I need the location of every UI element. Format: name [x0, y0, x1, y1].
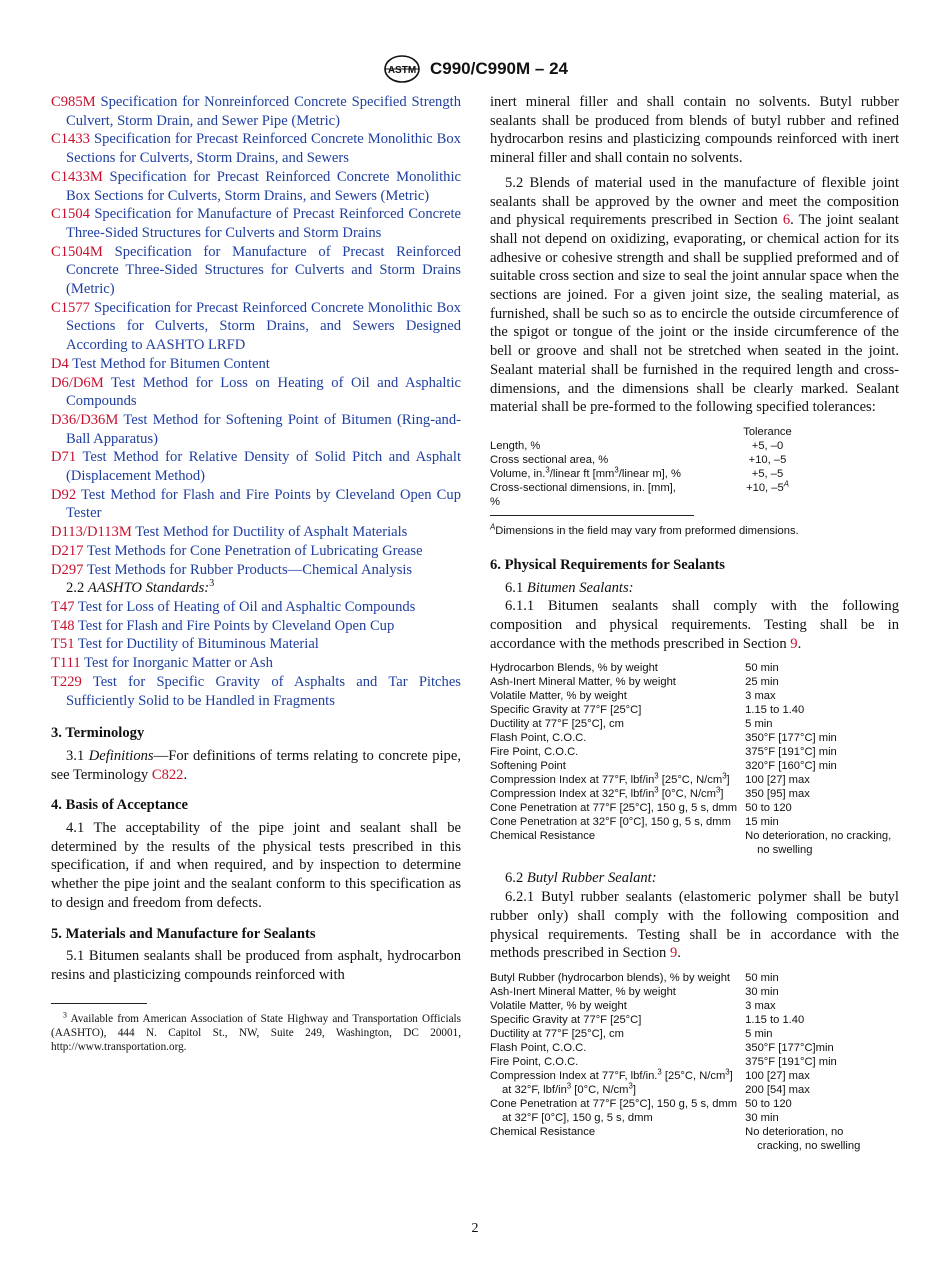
reference-title: Test for Flash and Fire Points by Cleveland Open Cup — [77, 617, 395, 634]
table-row: Cross sectional area, % +10, –5 — [490, 453, 787, 466]
reference-title: Specification for Manufacture of Precast Reinforced Concrete Three-Sided Structures for Culverts and Storm Drains — [66, 206, 461, 241]
reference-title: Test Method for Bitumen Content — [72, 355, 270, 372]
reference-code-link[interactable]: C985M — [51, 94, 96, 110]
reference-title: Test for Loss of Heating of Oil and Asphaltic Compounds — [77, 598, 416, 615]
section-3-1: 3.1 Definitions—For definitions of terms relating to concrete pipe, see Terminology C822. — [51, 747, 461, 783]
table-row: Fire Point, C.O.C. 375°F [191°C] min — [490, 1055, 837, 1068]
table-row: Cone Penetration at 32°F [0°C], 150 g, 5 s, dmm 15 min — [490, 816, 779, 829]
table-row: Specific Gravity at 77°F [25°C] 1.15 to 1.40 — [490, 1013, 805, 1026]
table-row: Ductility at 77°F [25°C], cm 5 min — [490, 1027, 773, 1040]
reference-item — [51, 205, 461, 242]
reference-code-link[interactable]: T229 — [51, 673, 82, 690]
table-row — [490, 425, 830, 439]
section-5-1-continued: inert mineral filler and shall contain no solvents. Butyl rubber sealants shall be produced from blends of butyl rubber and refined hydrocarbon resins and plasticizing compounds reinforced with inert mineral filler and shall contain no solvents. — [490, 94, 899, 167]
reference-code-link[interactable]: D71 — [51, 449, 77, 466]
table-row: Fire Point, C.O.C. 375°F [191°C] min — [490, 746, 837, 759]
reference-title: Specification for Precast Reinforced Concrete Monolithic Box Sections for Culverts, Storm Drains, and Sewers — [66, 131, 461, 167]
table-row: Volatile Matter, % by weight 3 max — [490, 999, 776, 1012]
table-row: % — [490, 495, 500, 508]
reference-item — [51, 243, 461, 299]
reference-code-link[interactable]: C1504M — [51, 243, 103, 260]
link-section-9[interactable]: 9 — [790, 635, 798, 652]
reference-title: Specification for Precast Reinforced Concrete Monolithic Box Sections for Culverts, Storm Drains, and Sewers (Metric) — [66, 168, 461, 204]
table-row: Flash Point, C.O.C. 350°F [177°C]min — [490, 1041, 834, 1054]
page-number: 2 — [471, 1221, 479, 1236]
section-4-heading: 4. Basis of Acceptance — [51, 797, 189, 814]
link-c822[interactable]: C822 — [151, 766, 184, 783]
reference-item — [51, 374, 461, 411]
reference-title: Test Methods for Rubber Products—Chemical Analysis — [86, 561, 413, 578]
reference-item — [51, 168, 461, 205]
table-row: Ductility at 77°F [25°C], cm 5 min — [490, 718, 773, 731]
footnote-divider — [51, 1003, 147, 1004]
table-row: Ash-Inert Mineral Matter, % by weight 25 min — [490, 676, 779, 689]
section-6-2-heading: 6.2 Butyl Rubber Sealant: — [505, 870, 657, 887]
tolerance-table — [490, 425, 830, 509]
section-5-2: 5.2 Blends of material used in the manufacture of flexible joint sealants shall be approved by the owner and meet the composition and physical requirements prescribed in Section 6. The joint sealant shall not depend on oxidizing, evaporating, or chemical action for its adhesive or cohesive strength and shall be supplied preformed and of suitable cross section and size to seal the joint annular space when the sections are joined. For a given joint size, the sealing material, as furnished, shall be such so as to encircle the outside circumference of the spigot or tongue of the joint or the inside circumference of the bell or groove and shall not be stretched when seated in the joint. Sealant material shall be furnished in the required length and cross-dimensions, and the dimensions shall be clearly marked. Sealant material shall be pre-formed to the following specified tolerances: — [490, 174, 899, 416]
section-3-heading: 3. Terminology — [51, 725, 145, 742]
reference-item — [51, 635, 461, 654]
astm-logo-icon — [382, 54, 422, 84]
bitumen-requirements-table — [490, 661, 895, 857]
reference-title: Specification for Precast Reinforced Concrete Monolithic Box Sections for Culverts, Storm Drains, and Sewers Designed According to AASHTO LRFD — [66, 299, 461, 354]
reference-item — [51, 93, 461, 130]
reference-title: Specification for Nonreinforced Concrete Specified Strength Culvert, Storm Drain, and Sewer Pipe (Metric) — [66, 94, 461, 129]
reference-title: Test Method for Relative Density of Solid Pitch and Asphalt (Displacement Method) — [66, 449, 462, 485]
reference-code-link[interactable]: C1433M — [51, 168, 103, 185]
table-row: at 32°F, lbf/$in^3$ [0°C, $N/cm^3$] 200 [54] max — [502, 1081, 810, 1096]
table-row: Chemical Resistance No deterioration, no cracking, no swelling — [490, 830, 892, 857]
document-id: C990/C990M – 24 — [430, 59, 568, 78]
reference-title: Test for Ductility of Bituminous Material — [77, 636, 319, 653]
link-section-9[interactable]: 9 — [669, 945, 678, 962]
table-row: Ash-Inert Mineral Matter, % by weight 30 min — [490, 985, 779, 998]
left-column — [51, 93, 461, 1054]
reference-code-link[interactable]: C1577 — [51, 299, 90, 316]
tolerance-header: Tolerance — [743, 425, 792, 438]
reference-code-link[interactable]: C1433 — [51, 131, 90, 148]
reference-item — [51, 523, 461, 542]
section-6-1-heading: 6.1 Bitumen Sealants: — [505, 579, 634, 596]
reference-item — [51, 486, 461, 523]
table-row: Volatile Matter, % by weight 3 max — [490, 690, 776, 703]
tolerance-table-note: $^A$Dimensions in the field may vary from preformed dimensions. — [490, 522, 799, 537]
referenced-documents-list — [51, 93, 461, 579]
reference-title: Test Method for Loss on Heating of Oil and Asphaltic Compounds — [66, 374, 461, 410]
section-6-1-1: 6.1.1 Bitumen sealants shall comply with the following composition and physical requirements. Testing shall be in accordance with the methods prescribed in Section 9. — [490, 598, 899, 652]
reference-item — [51, 598, 461, 617]
table-row: Softening Point 320°F [160°C] min — [490, 760, 837, 773]
table-row: Hydrocarbon Blends, % by weight 50 min — [490, 662, 779, 675]
reference-item — [51, 130, 461, 167]
reference-title: Test Method for Softening Point of Bitumen (Ring-and-Ball Apparatus) — [66, 411, 461, 447]
aashto-heading: 2.2 AASHTO Standards:$^3$ — [66, 578, 215, 597]
butyl-requirements-table — [490, 971, 895, 1153]
reference-title: Test Method for Ductility of Asphalt Materials — [135, 524, 408, 541]
reference-item — [51, 299, 461, 355]
section-5-heading: 5. Materials and Manufacture for Sealants — [51, 925, 316, 942]
page-header — [0, 54, 950, 84]
section-5-1-start: 5.1 Bitumen sealants shall be produced from asphalt, hydrocarbon resins and plasticizing compounds reinforced with — [51, 948, 461, 983]
svg-text:ASTM: ASTM — [387, 65, 417, 76]
reference-item — [51, 673, 461, 710]
table-footnote-divider — [490, 515, 694, 516]
table-row: Cross-sectional dimensions, in. [mm], +10, $-5^A$ — [490, 479, 789, 494]
reference-code-link[interactable]: D92 — [51, 486, 77, 503]
section-6-heading: 6. Physical Requirements for Sealants — [490, 556, 725, 573]
table-row: at 32°F [0°C], 150 g, 5 s, dmm 30 min — [502, 1111, 779, 1124]
reference-title: Test for Inorganic Matter or Ash — [84, 655, 273, 672]
reference-title: Specification for Manufacture of Precast Reinforced Concrete Three-Sided Structures for Culverts and Storm Drains (Metric) — [66, 243, 461, 298]
reference-code-link[interactable]: D113/D113M — [51, 524, 132, 541]
reference-code-link[interactable]: D217 — [51, 542, 84, 559]
reference-code-link[interactable]: D36/D36M — [51, 411, 119, 428]
table-row: Compression Index at 77°F, lbf/$in^3$ [25°C, $N/cm^3$] 100 [27] max — [490, 771, 810, 787]
reference-item — [51, 355, 461, 374]
reference-code-link[interactable]: T48 — [51, 617, 75, 634]
table-row: Compression Index at 77°F, lbf/in.$^3$ [25°C, $N/cm^3$] 100 [27] max — [490, 1067, 810, 1082]
reference-item — [51, 448, 461, 485]
footnote-3: $^3$ Available from American Association of State Highway and Transportation Officials (AASHTO), 444 N. Capitol St., NW, Suite 249, Washington, DC 20001, http://www.transportation.org. — [51, 1009, 461, 1053]
reference-code-link[interactable]: T51 — [51, 636, 75, 653]
table-row: Specific Gravity at 77°F [25°C] 1.15 to 1.40 — [490, 704, 805, 717]
reference-item — [51, 654, 461, 673]
reference-code-link[interactable]: T47 — [51, 598, 75, 615]
reference-code-link[interactable]: D297 — [51, 561, 84, 578]
reference-code-link[interactable]: D6/D6M — [51, 374, 104, 391]
right-column — [490, 93, 899, 1153]
table-row: Flash Point, C.O.C. 350°F [177°C] min — [490, 732, 837, 745]
reference-code-link[interactable]: T111 — [51, 655, 81, 672]
table-row: Chemical Resistance No deterioration, no cracking, no swelling — [490, 1125, 861, 1152]
reference-code-link[interactable]: C1504 — [51, 206, 90, 223]
reference-item — [51, 411, 461, 448]
reference-title: Test Methods for Cone Penetration of Lubricating Grease — [86, 542, 423, 559]
aashto-standards-list — [51, 598, 461, 710]
link-section-6[interactable]: 6 — [782, 212, 791, 229]
reference-item — [51, 617, 461, 636]
table-row: Cone Penetration at 77°F [25°C], 150 g, 5 s, dmm 50 to 120 — [490, 1097, 792, 1110]
section-4-1: 4.1 The acceptability of the pipe joint and sealant shall be determined by the results of the physical tests prescribed in this specification, if and when required, and by inspection to determine whether the pipe joint and the sealant conform to this specification as to design and freedom from defects. — [51, 820, 461, 911]
table-row: Cone Penetration at 77°F [25°C], 150 g, 5 s, dmm 50 to 120 — [490, 802, 792, 815]
reference-code-link[interactable]: D4 — [51, 355, 69, 372]
table-row: Length, % +5, –0 — [490, 439, 784, 452]
reference-item — [51, 542, 461, 561]
section-6-2-1: 6.2.1 Butyl rubber sealants (elastomeric polymer shall be butyl rubber only) shall comply with the following composition and physical requirements. Testing shall be in accordance with the methods prescribed in Section 9. — [490, 889, 899, 962]
reference-item — [51, 561, 461, 580]
table-row: Volume, in.$^3$/linear ft [$mm^3$/linear m], % +5, –5 — [490, 465, 784, 480]
reference-title: Test Method for Flash and Fire Points by Cleveland Open Cup Tester — [66, 486, 462, 522]
table-row: Butyl Rubber (hydrocarbon blends), % by weight 50 min — [490, 971, 779, 984]
table-row: Compression Index at 32°F, lbf/$in^3$ [0°C, $N/cm^3$] 350 [95] max — [490, 785, 810, 801]
reference-title: Test for Specific Gravity of Asphalts and Tar Pitches Sufficiently Solid to be Handled in Fragments — [66, 673, 461, 709]
